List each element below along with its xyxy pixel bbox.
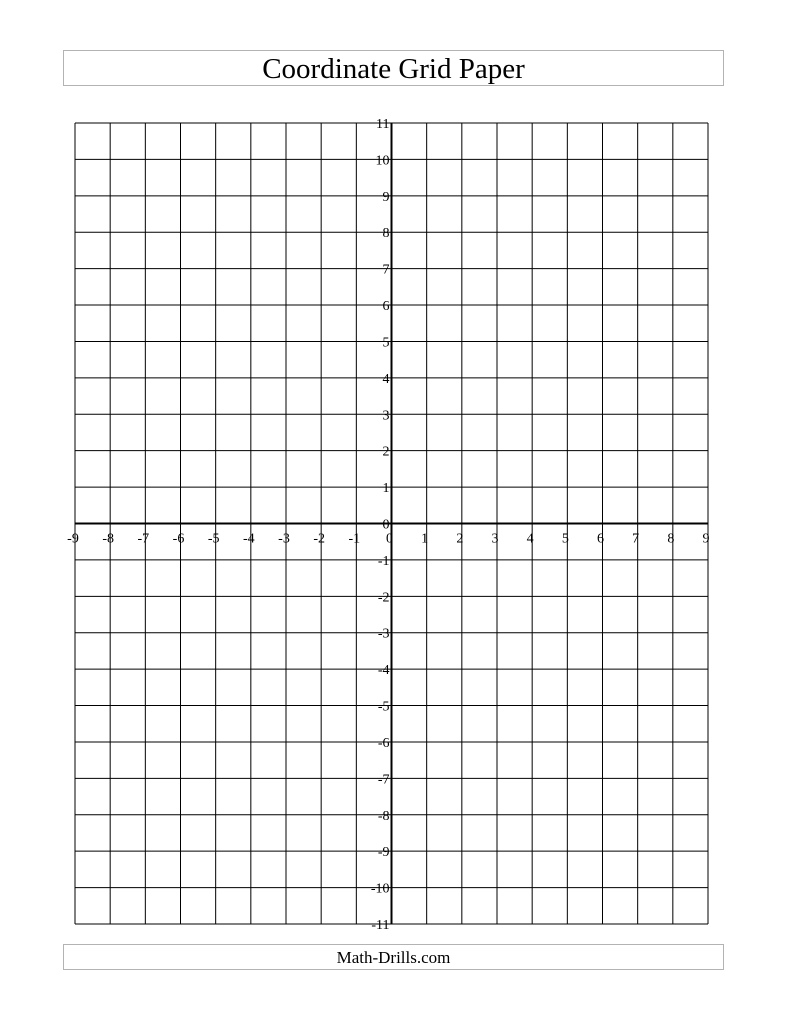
footer-box bbox=[63, 944, 724, 970]
footer-text: Math-Drills.com bbox=[336, 947, 451, 967]
x-tick-label: -8 bbox=[102, 531, 115, 547]
y-tick-label: 5 bbox=[382, 335, 390, 351]
y-tick-label: 3 bbox=[382, 408, 390, 424]
x-tick-label: 4 bbox=[526, 531, 534, 547]
x-tick-label: -3 bbox=[278, 531, 290, 547]
x-tick-label: 3 bbox=[491, 531, 499, 547]
y-tick-label: -10 bbox=[370, 881, 390, 897]
x-tick-label: 7 bbox=[632, 531, 640, 547]
y-tick-label: 4 bbox=[382, 371, 390, 387]
x-tick-label: -5 bbox=[207, 531, 220, 547]
x-tick-label: -7 bbox=[137, 531, 150, 547]
y-tick-label: 1 bbox=[382, 481, 390, 497]
y-tick-label: -2 bbox=[377, 590, 390, 606]
x-tick-label: 5 bbox=[561, 531, 569, 547]
y-tick-label: -4 bbox=[377, 663, 390, 679]
y-tick-label: 0 bbox=[382, 517, 390, 533]
x-tick-label: -1 bbox=[348, 531, 361, 547]
x-tick-label: 1 bbox=[421, 531, 429, 547]
y-tick-label: -7 bbox=[377, 772, 390, 788]
x-axis-labels bbox=[67, 532, 709, 547]
y-tick-label: 7 bbox=[382, 262, 390, 278]
x-tick-label: -6 bbox=[172, 531, 185, 547]
x-tick-label: 2 bbox=[456, 531, 464, 547]
x-tick-label: -2 bbox=[313, 531, 326, 547]
y-tick-label: -8 bbox=[377, 808, 390, 824]
x-tick-label: -9 bbox=[67, 531, 79, 547]
y-tick-label: -5 bbox=[377, 699, 390, 715]
y-axis-labels bbox=[371, 117, 390, 933]
axes bbox=[75, 123, 708, 924]
page-title: Coordinate Grid Paper bbox=[262, 52, 525, 85]
y-tick-label: 9 bbox=[382, 189, 390, 205]
y-tick-label: 11 bbox=[376, 117, 390, 132]
x-tick-label: 8 bbox=[667, 531, 675, 547]
y-tick-label: -6 bbox=[377, 735, 390, 751]
y-tick-label: 8 bbox=[382, 226, 390, 242]
y-tick-label: -3 bbox=[377, 626, 390, 642]
x-tick-label: 9 bbox=[702, 531, 710, 547]
y-tick-label: -1 bbox=[377, 553, 390, 569]
y-tick-label: 6 bbox=[382, 299, 390, 315]
x-tick-label: 0 bbox=[386, 531, 393, 547]
x-tick-label: -4 bbox=[242, 531, 255, 547]
y-tick-label: -9 bbox=[377, 845, 390, 861]
y-tick-label: 10 bbox=[375, 153, 390, 169]
y-tick-label: -11 bbox=[371, 918, 390, 933]
x-tick-label: 6 bbox=[597, 531, 604, 547]
y-tick-label: 2 bbox=[382, 444, 390, 460]
